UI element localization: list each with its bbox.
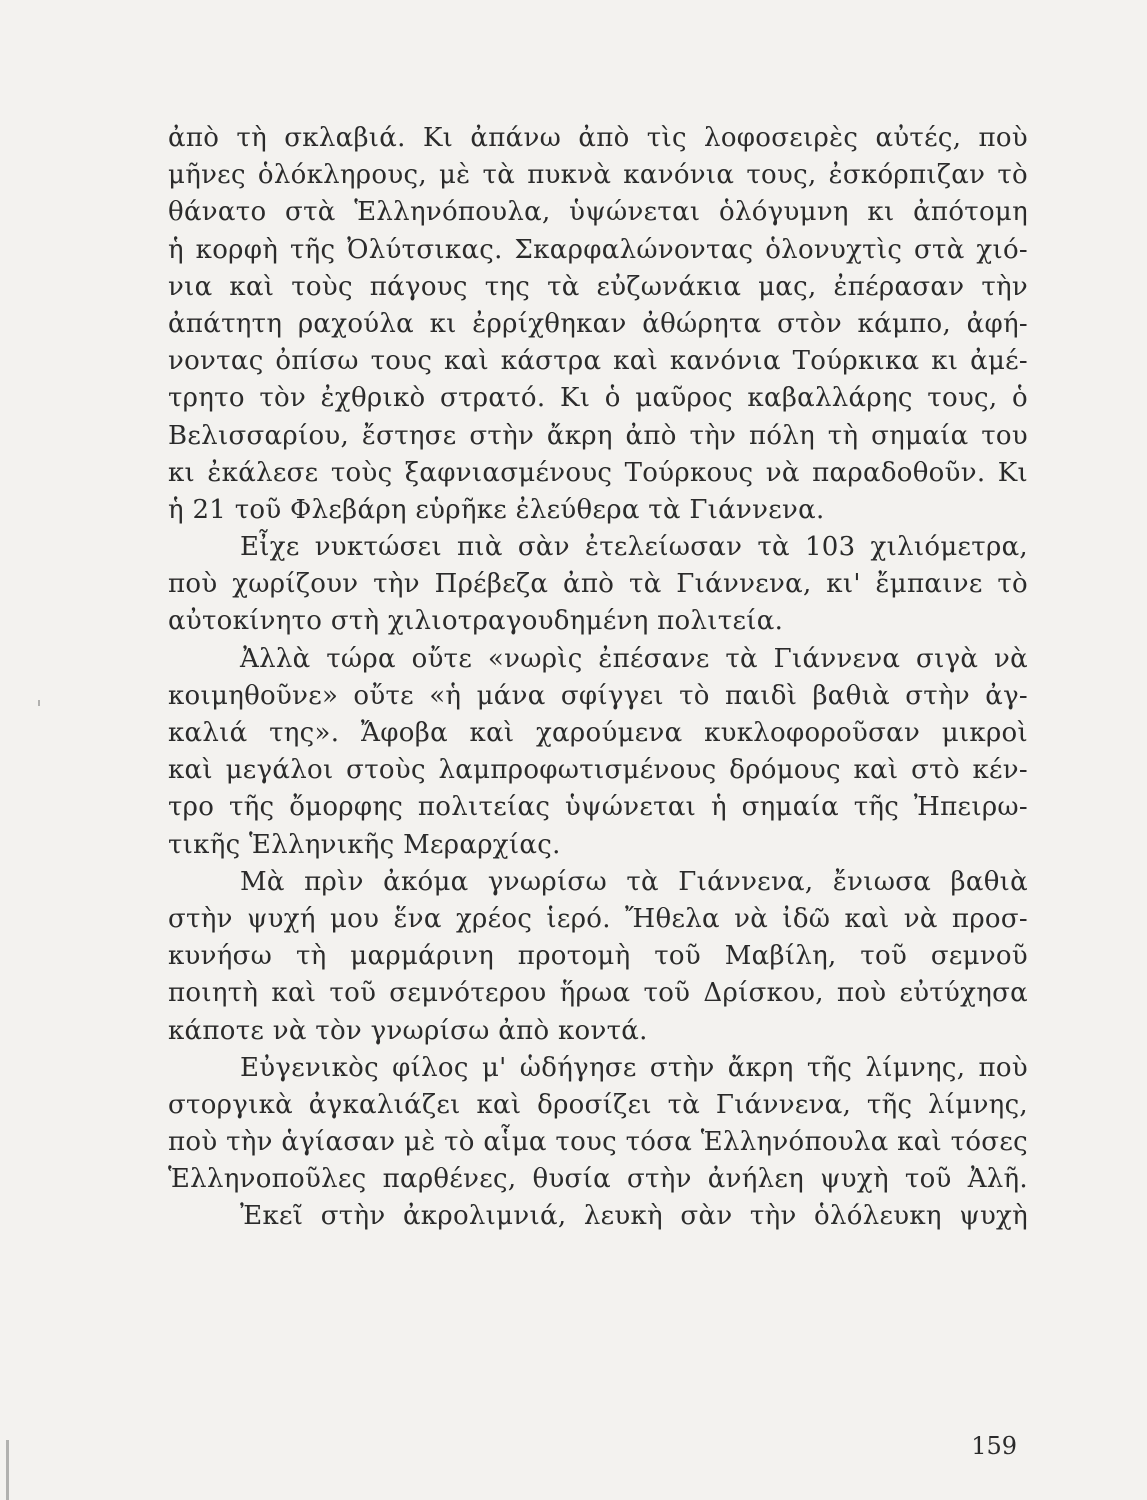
text-line: καλιά της». Ἄφοβα καὶ χαρούμενα κυκλοφοροῦσαν μικροὶ (168, 718, 1028, 748)
text-line: ποιητὴ καὶ τοῦ σεμνότερου ἥρωα τοῦ Δρίσκου, ποὺ εὐτύχησα (168, 978, 1028, 1009)
scan-edge-mark (38, 700, 40, 706)
text-line: καὶ μεγάλοι στοὺς λαμπροφωτισμένους δρόμους καὶ στὸ κέν- (168, 755, 1028, 786)
text-line: ἡ κορφὴ τῆς Ὀλύτσικας. Σκαρφαλώνοντας ὁλονυχτὶς στὰ χιό- (168, 234, 1028, 265)
text-line: κυνήσω τὴ μαρμάρινη προτομὴ τοῦ Μαβίλη, τοῦ σεμνοῦ (168, 941, 1028, 972)
text-line: νια καὶ τοὺς πάγους της τὰ εὐζωνάκια μας, ἐπέρασαν τὴν (168, 271, 1028, 302)
text-line: τρητο τὸν ἐχθρικὸ στρατό. Κι ὁ μαῦρος καβαλλάρης τους, ὁ (168, 383, 1028, 414)
text-line: Ἐκεῖ στὴν ἀκρολιμνιά, λευκὴ σὰν τὴν ὁλόλευκη ψυχὴ (240, 1201, 1028, 1232)
text-line: τρο τῆς ὄμορφης πολιτείας ὑψώνεται ἡ σημαία τῆς Ἠπειρω- (168, 792, 1028, 823)
text-line: κι ἐκάλεσε τοὺς ξαφνιασμένους Τούρκους νὰ παραδοθοῦν. Κι (168, 457, 1028, 488)
scan-edge-mark (6, 1440, 9, 1500)
text-line: ἀπάτητη ραχούλα κι ἐρρίχθηκαν ἀθώρητα στὸν κάμπο, ἀφή- (168, 308, 1028, 339)
text-line: νοντας ὀπίσω τους καὶ κάστρα καὶ κανόνια Τούρκικα κι ἀμέ- (168, 346, 1028, 377)
text-line: στοργικὰ ἀγκαλιάζει καὶ δροσίζει τὰ Γιάννενα, τῆς λίμνης, (168, 1089, 1028, 1120)
text-line: στὴν ψυχή μου ἕνα χρέος ἱερό. Ἤθελα νὰ ἰδῶ καὶ νὰ προσ- (168, 903, 1028, 934)
text-line: κάποτε νὰ τὸν γνωρίσω ἀπὸ κοντά. (168, 1015, 648, 1046)
text-line: Ἑλληνοποῦλες παρθένες, θυσία στὴν ἀνήλεη ψυχὴ τοῦ Ἀλῆ. (168, 1164, 1028, 1195)
page-number: 159 (971, 1432, 1017, 1460)
text-line: Ἀλλὰ τώρα οὔτε «νωρὶς ἐπέσανε τὰ Γιάννενα σιγὰ νὰ (240, 643, 1028, 674)
text-line: Εὐγενικὸς φίλος μ' ὡδήγησε στὴν ἄκρη τῆς λίμνης, ποὺ (240, 1052, 1028, 1083)
text-line: Εἶχε νυκτώσει πιὰ σὰν ἐτελείωσαν τὰ 103 χιλιόμετρα, (240, 532, 1028, 563)
text-line: ἀπὸ τὴ σκλαβιά. Κι ἀπάνω ἀπὸ τὶς λοφοσειρὲς αὐτές, ποὺ (168, 123, 1028, 153)
text-line: μῆνες ὁλόκληρους, μὲ τὰ πυκνὰ κανόνια τους, ἐσκόρπιζαν τὸ (168, 160, 1028, 191)
text-line: τικῆς Ἑλληνικῆς Μεραρχίας. (168, 829, 561, 860)
text-line: αὐτοκίνητο στὴ χιλιοτραγουδημένη πολιτεία. (168, 606, 784, 637)
text-line: κοιμηθοῦνε» οὔτε «ἡ μάνα σφίγγει τὸ παιδὶ βαθιὰ στὴν ἀγ- (168, 680, 1028, 711)
body-text (168, 120, 1028, 1236)
text-line: θάνατο στὰ Ἑλληνόπουλα, ὑψώνεται ὁλόγυμνη κι ἀπότομη (168, 197, 1028, 228)
text-line: ἡ 21 τοῦ Φλεβάρη εὑρῆκε ἐλεύθερα τὰ Γιάννενα. (168, 494, 825, 525)
text-line: ποὺ τὴν ἁγίασαν μὲ τὸ αἷμα τους τόσα Ἑλληνόπουλα καὶ τόσες (168, 1127, 1028, 1158)
text-line: ποὺ χωρίζουν τὴν Πρέβεζα ἀπὸ τὰ Γιάννενα, κι' ἔμπαινε τὸ (168, 569, 1028, 600)
text-line: Βελισσαρίου, ἔστησε στὴν ἄκρη ἀπὸ τὴν πόλη τὴ σημαία του (168, 420, 1028, 451)
text-line: Μὰ πρὶν ἀκόμα γνωρίσω τὰ Γιάννενα, ἔνιωσα βαθιὰ (240, 866, 1028, 897)
